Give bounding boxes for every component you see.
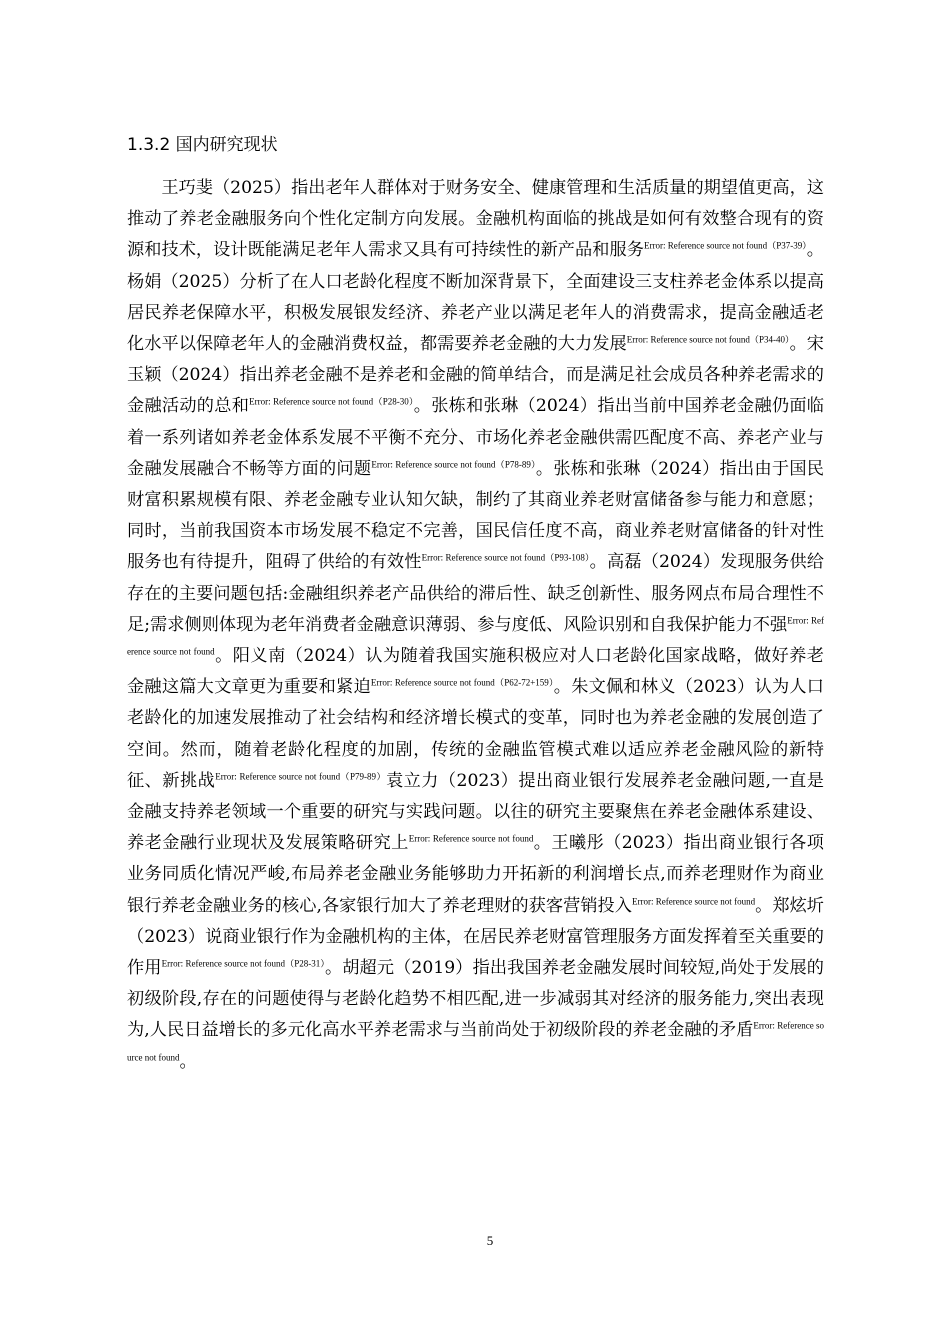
text-segment: 。杨娟（2025）分析了在人口老龄化程度不断加深背景下，全面建设三支柱养老金体系以提高居民养老保障水平，积极发展银发经济、养老产业以满足老年人的消费需求，提高金融适老化水平以保障老年人的金融消费权益，都需要养老金融的大力发展: [127, 240, 824, 355]
text-segment: 王巧斐（2025）指出老年人群体对于财务安全、健康管理和生活质量的期望值更高，这推动了养老金融服务向个性化定制方向发展。金融机构面临的挑战是如何有效整合现有的资源和技术，设计既能满足老年人需求又具有可持续性的新产品和服务: [127, 178, 824, 261]
text-segment: 。高磊（2024）发现服务供给存在的主要问题包括:金融组织养老产品供给的滞后性、缺乏创新性、服务网点布局合理性不足;需求侧则体现为老年消费者金融意识薄弱、参与度低、风险识别和自我保护能力不强: [127, 552, 824, 635]
section-heading: 1.3.2 国内研究现状: [127, 135, 278, 155]
text-segment: 。王曦彤（2023）指出商业银行各项业务同质化情况严峻,布局养老金融业务能够助力开拓新的利润增长点,而养老理财作为商业银行养老金融业务的核心,各家银行加大了养老理财的获客营销投入: [127, 833, 824, 916]
page-number: 5: [486, 1233, 494, 1248]
citation-error: Error: Reference source not found: [127, 1020, 825, 1062]
text-segment: 。张栋和张琳（2024）指出由于国民财富积累规模有限、养老金融专业认知欠缺，制约了其商业养老财富储备参与能力和意愿；同时，当前我国资本市场发展不稳定不完善，国民信任度不高，商业养老财富储备的针对性服务也有待提升，阻碍了供给的有效性: [127, 458, 824, 573]
citation-error: Error: Reference source not found（P37-39）: [643, 240, 807, 251]
citation-error: Error: Reference source not found（P28-30）: [249, 396, 414, 407]
citation-error: Error: Reference source not found: [632, 895, 756, 906]
citation-error: Error: Reference source not found: [127, 615, 825, 657]
citation-error: Error: Reference source not found（P93-108）: [421, 552, 590, 563]
citation-error: Error: Reference source not found（P28-31）: [161, 958, 325, 969]
text-segment: 。胡超元（2019）指出我国养老金融发展时间较短,尚处于发展的初级阶段,存在的问题使得与老龄化趋势不相匹配,进一步减弱其对经济的服务能力,突出表现为,人民日益增长的多元化高水平养老需求与当前尚处于初级阶段的养老金融的矛盾: [127, 958, 824, 1041]
citation-error: Error: Reference source not found（P79-89）: [215, 771, 386, 782]
body-paragraph: [127, 173, 824, 1078]
text-segment: 袁立力（2023）提出商业银行发展养老金融问题,一直是金融支持养老领域一个重要的研究与实践问题。以往的研究主要聚焦在养老金融体系建设、养老金融行业现状及发展策略研究上: [127, 770, 824, 854]
text-segment: 。: [179, 1051, 197, 1072]
citation-error: Error: Reference source not found（P78-89）: [371, 459, 536, 470]
text-segment: 。宋玉颖（2024）指出养老金融不是养老和金融的简单结合，而是满足社会成员各种养老需求的金融活动的总和: [127, 334, 824, 417]
text-segment: 。张栋和张琳（2024）指出当前中国养老金融仍面临着一系列诸如养老金体系发展不平衡不充分、市场化养老金融供需匹配度不高、养老产业与金融发展融合不畅等方面的问题: [127, 396, 824, 479]
text-segment: 。阳义南（2024）认为随着我国实施积极应对人口老龄化国家战略，做好养老金融这篇大文章更为重要和紧迫: [127, 646, 824, 698]
citation-error: Error: Reference source not found（P34-40）: [626, 334, 790, 345]
text-segment: 。郑炫圻（2023）说商业银行作为金融机构的主体，在居民养老财富管理服务方面发挥着至关重要的作用: [127, 895, 824, 979]
text-segment: 。朱文佩和林义（2023）认为人口老龄化的加速发展推动了社会结构和经济增长模式的变革，同时也为养老金融的发展创造了空间。然而，随着老龄化程度的加剧，传统的金融监管模式难以适应养老金融风险的新特征、新挑战: [127, 677, 824, 791]
citation-error: Error: Reference source not found: [408, 833, 534, 844]
citation-error: Error: Reference source not found（P62-72+159）: [370, 677, 554, 688]
